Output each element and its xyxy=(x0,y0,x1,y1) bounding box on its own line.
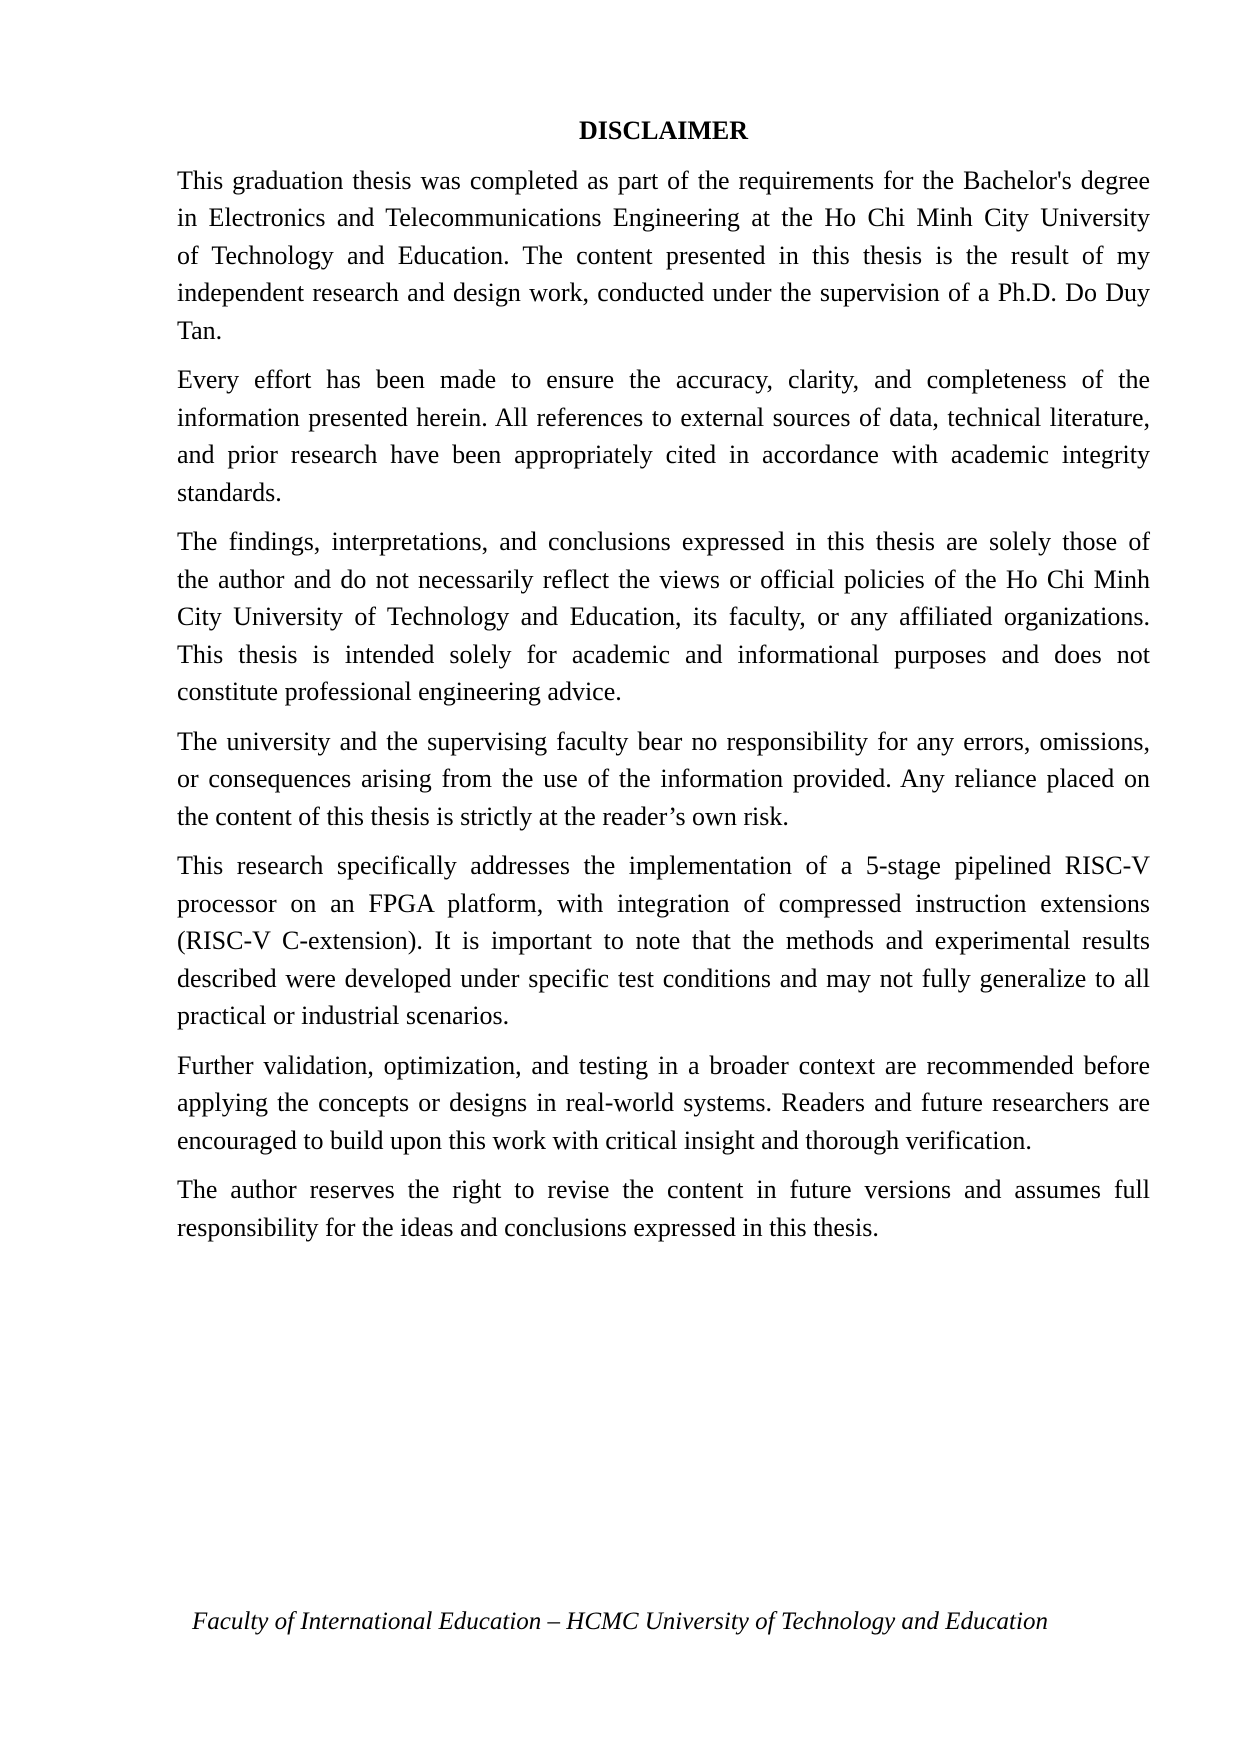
text-line: practical or industrial scenarios. xyxy=(177,1001,510,1030)
text-line: This research specifically addresses the implementation of a 5-stage pipelined RISC-V xyxy=(177,851,1150,880)
text-line: Tan. xyxy=(177,315,223,345)
text-line: The author reserves the right to revise the content in future versions and assumes full xyxy=(177,1175,1150,1204)
text-line: City University of Technology and Education, its faculty, or any affiliated organizations. xyxy=(177,602,1150,631)
text-line: Further validation, optimization, and testing in a broader context are recommended before xyxy=(177,1050,1150,1080)
text-line: This thesis is intended solely for academic and informational purposes and does not xyxy=(177,639,1150,669)
paragraph xyxy=(177,1047,1150,1160)
text-line: and prior research have been appropriately cited in accordance with academic integrity xyxy=(177,440,1150,469)
page-title: DISCLAIMER xyxy=(578,116,749,145)
text-line: encouraged to build upon this work with critical insight and thorough verification. xyxy=(177,1125,1032,1155)
text-line: of Technology and Education. The content presented in this thesis is the result of my xyxy=(177,240,1150,270)
text-line: information presented herein. All references to external sources of data, technical literature, xyxy=(177,402,1150,432)
paragraph xyxy=(177,523,1150,711)
page-footer: Faculty of International Education – HCMC University of Technology and Education xyxy=(192,1608,1048,1635)
text-line: Every effort has been made to ensure the accuracy, clarity, and completeness of the xyxy=(177,365,1150,394)
text-line: The findings, interpretations, and conclusions expressed in this thesis are solely those of xyxy=(177,527,1150,556)
text-line: the author and do not necessarily reflect the views or official policies of the Ho Chi Minh xyxy=(177,564,1150,594)
text-line: This graduation thesis was completed as part of the requirements for the Bachelor's degree xyxy=(177,165,1150,195)
text-line: or consequences arising from the use of the information provided. Any reliance placed on xyxy=(177,764,1150,793)
text-line: responsibility for the ideas and conclusions expressed in this thesis. xyxy=(177,1212,879,1242)
text-line: independent research and design work, conducted under the supervision of a Ph.D. Do Duy xyxy=(177,278,1150,307)
text-line: The university and the supervising faculty bear no responsibility for any errors, omissions, xyxy=(177,726,1150,756)
text-line: in Electronics and Telecommunications Engineering at the Ho Chi Minh City University xyxy=(177,203,1150,232)
text-line: standards. xyxy=(177,477,282,507)
paragraph xyxy=(177,847,1150,1035)
paragraph xyxy=(177,723,1150,836)
text-line: described were developed under specific test conditions and may not fully generalize to all xyxy=(177,963,1150,993)
text-line: processor on an FPGA platform, with integration of compressed instruction extensions xyxy=(177,888,1150,918)
text-line: (RISC-V C-extension). It is important to note that the methods and experimental results xyxy=(177,926,1150,955)
page-content xyxy=(177,112,1150,1258)
paragraph xyxy=(177,361,1150,511)
paragraph xyxy=(177,162,1150,350)
text-line: constitute professional engineering advice. xyxy=(177,677,622,706)
paragraph xyxy=(177,1171,1150,1246)
text-line: applying the concepts or designs in real-world systems. Readers and future researchers are xyxy=(177,1088,1150,1117)
text-line: the content of this thesis is strictly at the reader’s own risk. xyxy=(177,801,789,831)
